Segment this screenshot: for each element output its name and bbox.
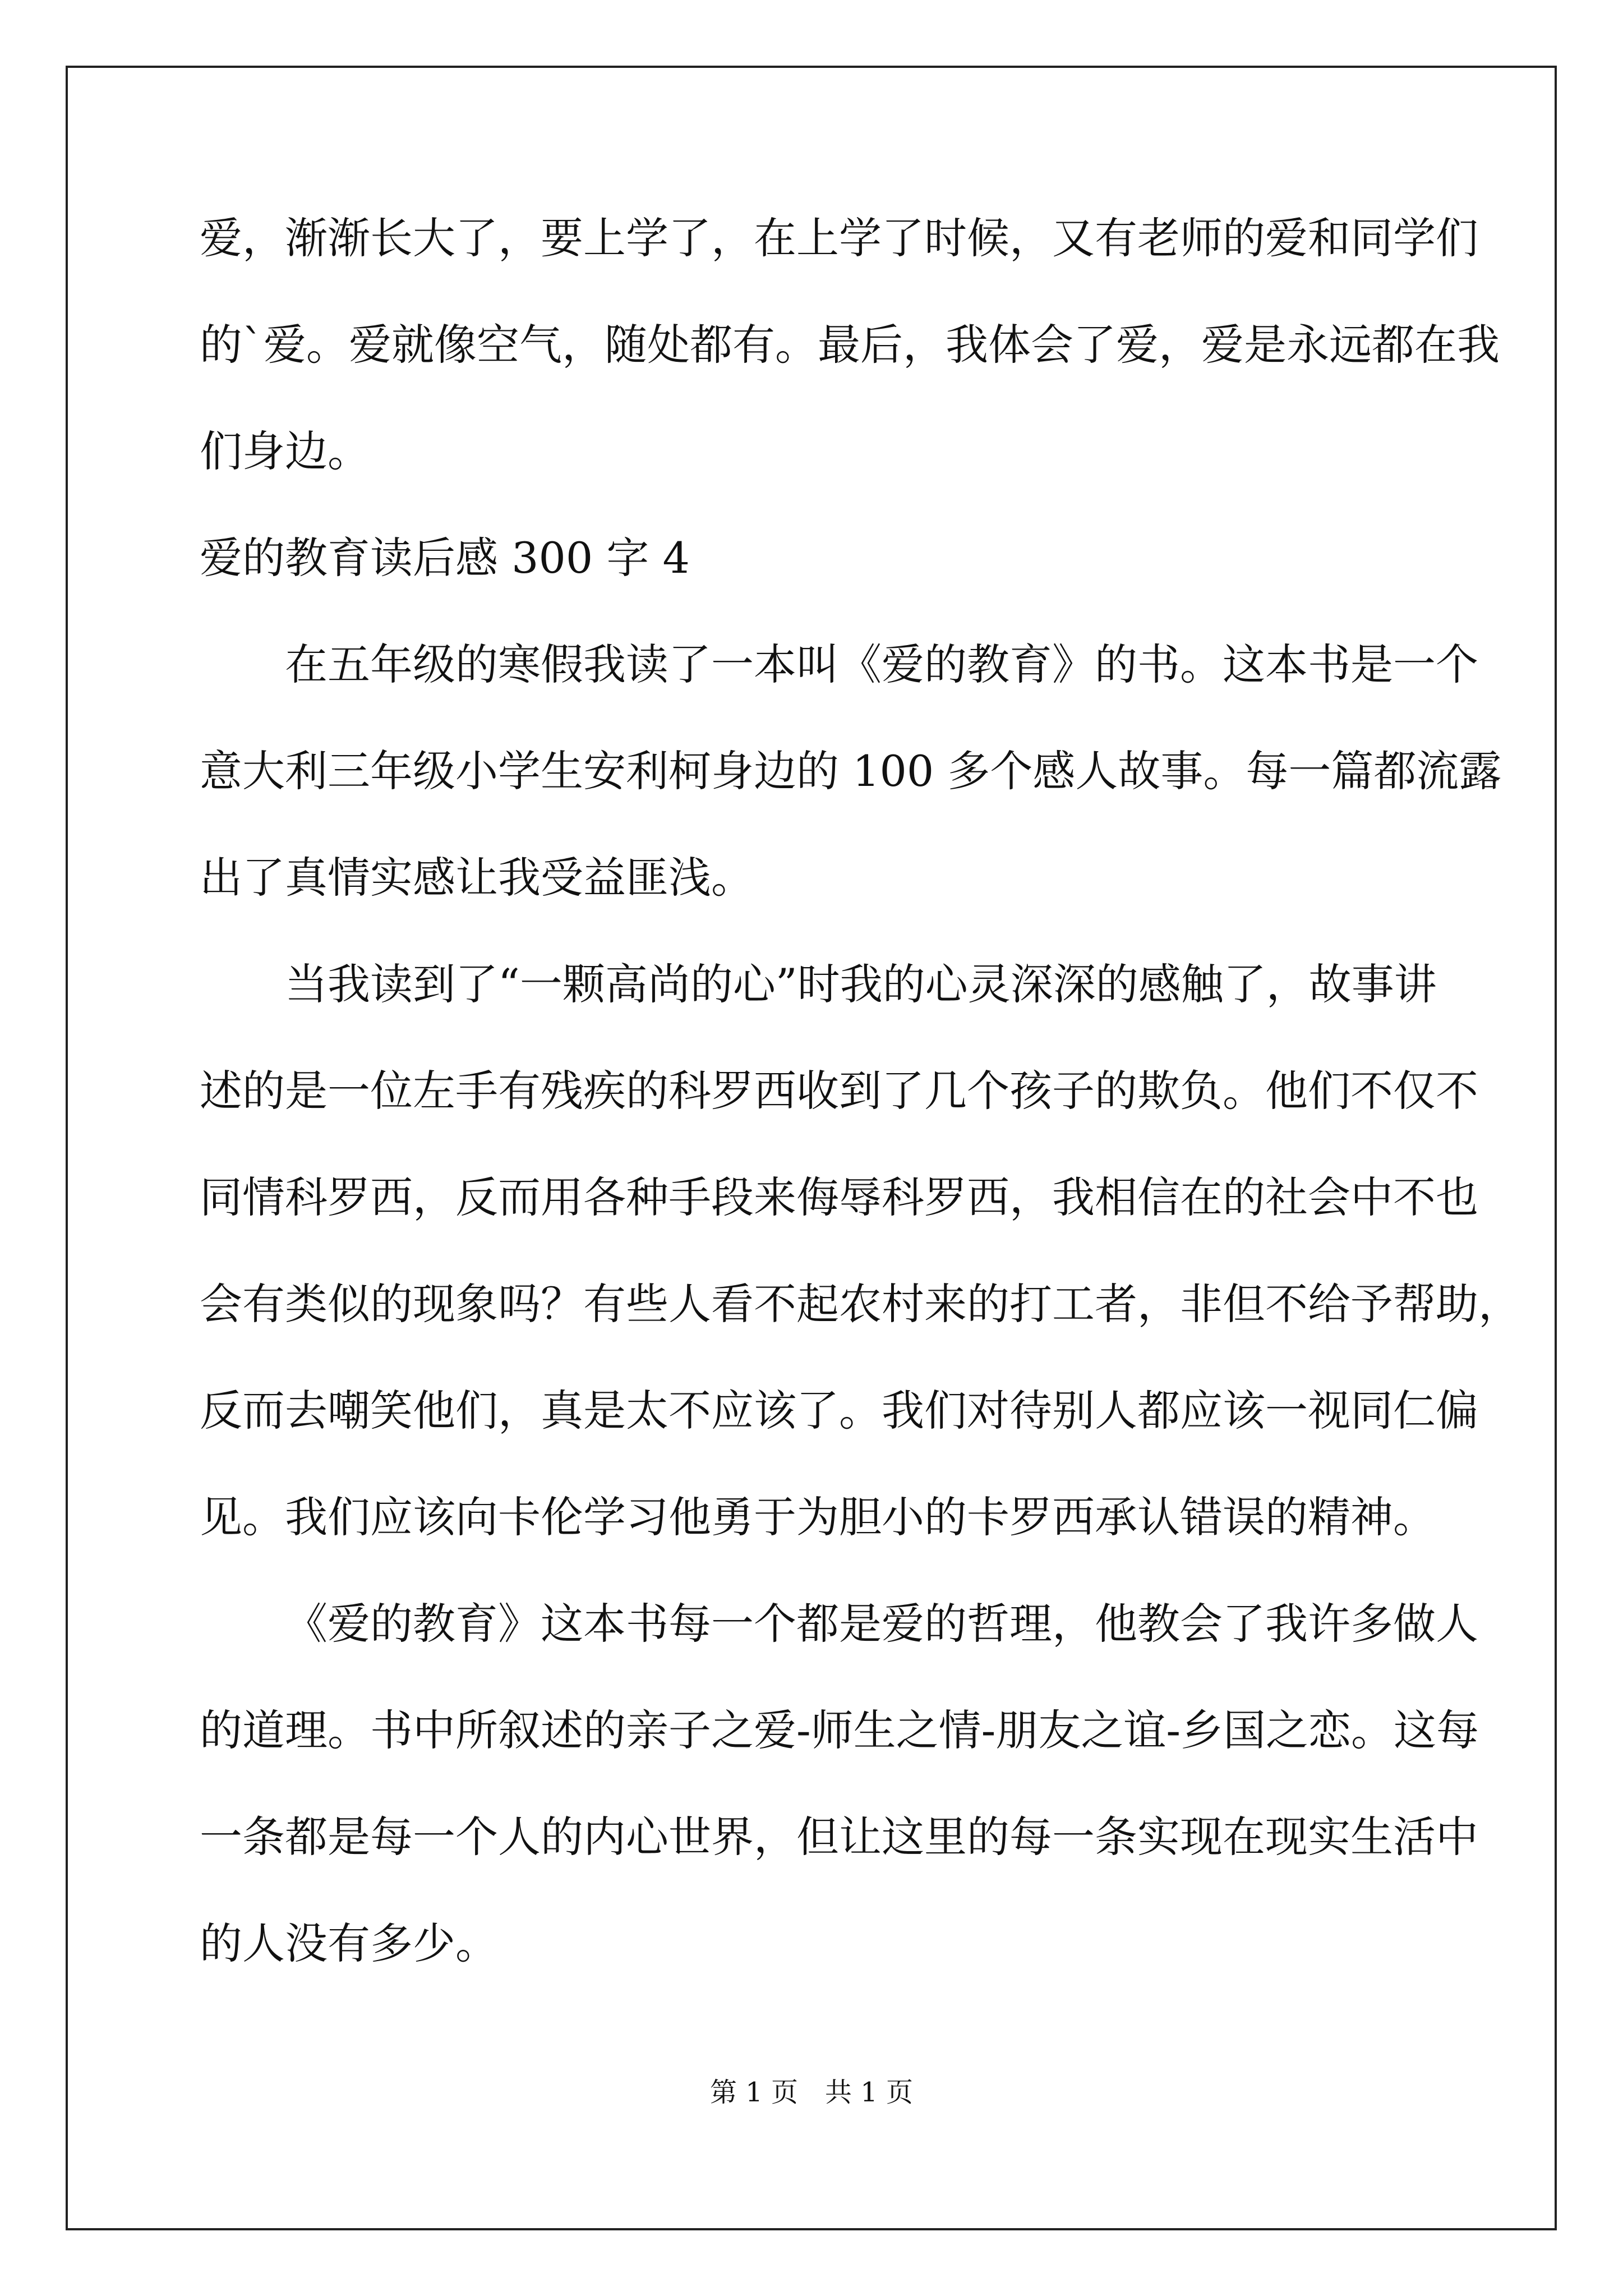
text-line: 述的是一位左手有残疾的科罗西收到了几个孩子的欺负。他们不仅不 — [200, 1066, 1478, 1116]
section-heading: 爱的教育读后感 300 字 4 — [200, 533, 690, 583]
text-line: 见。我们应该向卡伦学习他勇于为胆小的卡罗西承认错误的精神。 — [200, 1492, 1436, 1542]
page-number: 第 1 页 — [709, 2077, 798, 2108]
text-line: 的`爱。爱就像空气，随处都有。最后，我体会了爱，爱是永远都在我 — [200, 320, 1500, 370]
text-line: 一条都是每一个人的内心世界，但让这里的每一条实现在现实生活中 — [200, 1812, 1478, 1862]
text-line: 反而去嘲笑他们，真是太不应该了。我们对待别人都应该一视同仁偏 — [200, 1386, 1478, 1435]
text-line: 们身边。 — [200, 426, 370, 476]
text-line: 《爱的教育》这本书每一个都是爱的哲理，他教会了我许多做人 — [285, 1599, 1478, 1649]
text-line: 同情科罗西，反而用各种手段来侮辱科罗西，我相信在的社会中不也 — [200, 1172, 1478, 1222]
page-footer — [0, 2076, 1623, 2109]
text-line: 当我读到了“一颗高尚的心”时我的心灵深深的感触了，故事讲 — [285, 959, 1437, 1009]
text-line: 会有类似的现象吗？有些人看不起农村来的打工者，非但不给予帮助， — [200, 1279, 1521, 1329]
text-line: 爱，渐渐长大了，要上学了，在上学了时候，又有老师的爱和同学们 — [200, 213, 1478, 263]
page-total: 共 1 页 — [825, 2077, 914, 2108]
document-body — [200, 185, 1521, 1997]
text-line: 的道理。书中所叙述的亲子之爱-师生之情-朋友之谊-乡国之恋。这每 — [200, 1705, 1479, 1755]
text-line: 意大利三年级小学生安利柯身边的 100 多个感人故事。每一篇都流露 — [200, 746, 1502, 796]
text-line: 在五年级的寒假我读了一本叫《爱的教育》的书。这本书是一个 — [285, 639, 1478, 689]
text-line: 出了真情实感让我受益匪浅。 — [200, 853, 754, 903]
text-line: 的人没有多少。 — [200, 1918, 498, 1968]
